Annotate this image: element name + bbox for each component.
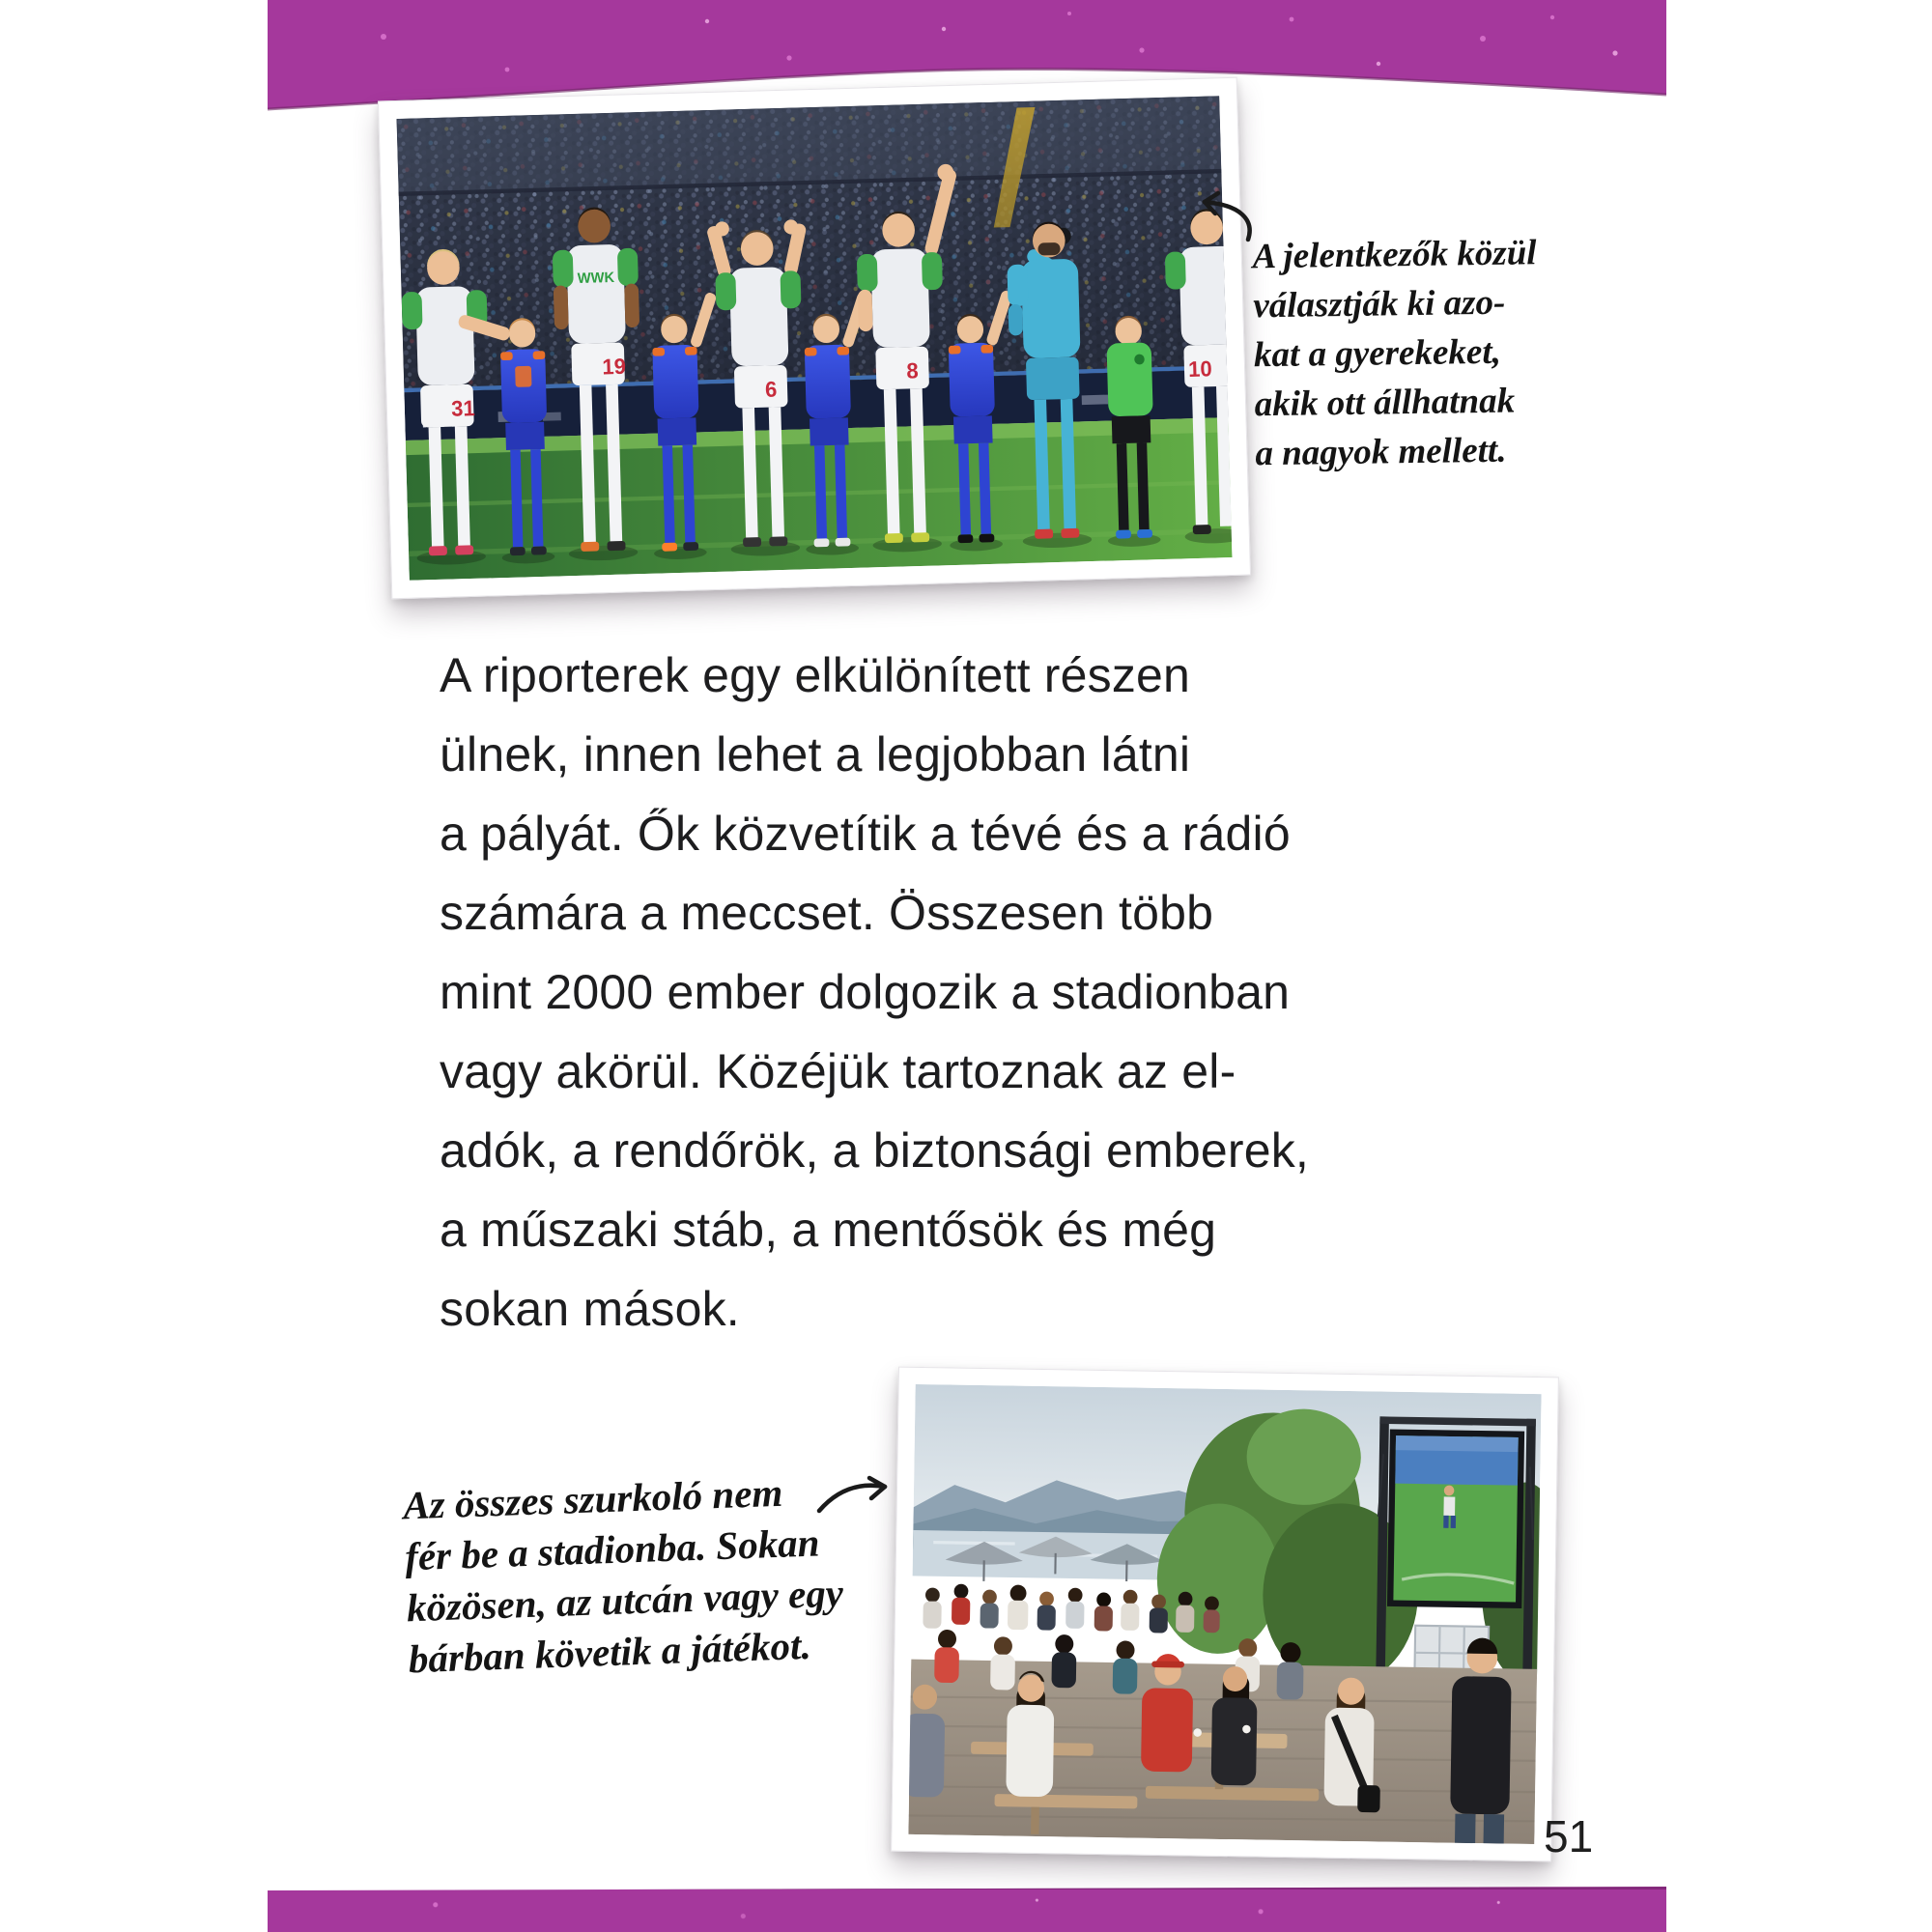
annotation-line: Az összes szurkoló nem bbox=[402, 1469, 783, 1528]
jersey-number: 10 bbox=[1187, 356, 1213, 383]
annotation-line: a nagyok mellett. bbox=[1255, 430, 1507, 474]
text-line: adók, a rendőrök, a biztonsági emberek, bbox=[440, 1123, 1309, 1178]
jersey-number: 6 bbox=[764, 377, 778, 402]
annotation-bottom-left bbox=[402, 1464, 872, 1686]
text-line: sokan mások. bbox=[440, 1282, 740, 1336]
text-line: mint 2000 ember dolgozik a stadionban bbox=[440, 965, 1291, 1019]
annotation-line: közösen, az utcán vagy egy bbox=[406, 1570, 844, 1631]
text-line: ülnek, innen lehet a legjobban látni bbox=[440, 727, 1191, 781]
stadium-photo-image bbox=[396, 96, 1232, 581]
annotation-line: kat a gyerekeket, bbox=[1253, 331, 1502, 376]
annotation-line: választják ki azo- bbox=[1253, 282, 1506, 327]
text-line: a műszaki stáb, a mentősök és még bbox=[440, 1203, 1217, 1257]
jersey-sponsor-text: WWK bbox=[577, 270, 615, 288]
text-line: vagy akörül. Közéjük tartoznak az el- bbox=[440, 1044, 1236, 1098]
fan-zone-photo-image bbox=[908, 1384, 1541, 1844]
big-screen bbox=[1387, 1429, 1524, 1608]
annotation-line: bárban követik a játékot. bbox=[408, 1622, 812, 1682]
annotation-top-right bbox=[1252, 228, 1575, 479]
page-number: 51 bbox=[1544, 1811, 1594, 1861]
text-line: A riporterek egy elkülönített részen bbox=[440, 648, 1191, 702]
jersey-number: 8 bbox=[906, 358, 920, 384]
bottom-photo bbox=[891, 1367, 1559, 1862]
main-text bbox=[440, 636, 1425, 1349]
annotation-line: A jelentkezők közül bbox=[1252, 233, 1537, 277]
annotation-line: fér be a stadionba. Sokan bbox=[404, 1520, 821, 1579]
jersey-number: 31 bbox=[450, 395, 476, 421]
annotation-line: akik ott állhatnak bbox=[1254, 381, 1516, 425]
arrow-to-bottom-photo-icon bbox=[804, 1464, 900, 1518]
text-line: a pályát. Ők közvetítik a tévé és a rádió bbox=[440, 807, 1291, 861]
top-photo bbox=[378, 77, 1251, 600]
text-line: számára a meccset. Összesen több bbox=[440, 886, 1214, 940]
bottom-banner bbox=[268, 1887, 1666, 1932]
jersey-number: 19 bbox=[602, 354, 627, 380]
